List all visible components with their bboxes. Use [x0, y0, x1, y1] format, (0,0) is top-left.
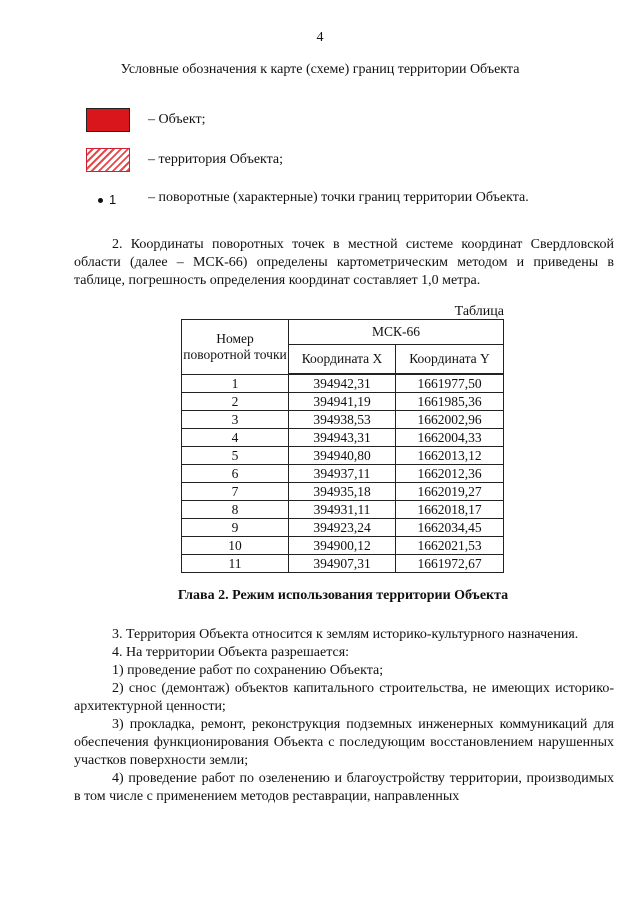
coord-y-cell: 1661977,50	[396, 374, 504, 393]
coord-x-cell: 394942,31	[289, 374, 396, 393]
table-row	[182, 519, 504, 537]
point-number-cell: 7	[182, 483, 289, 501]
paragraph-2: 2. Координаты поворотных точек в местной системе координат Свердловской области (далее – МСК-66) определены картометрическим методом и приведены в таблице, погрешность определения координат составляет 1,0 метра.	[74, 237, 614, 288]
legend-label: – территория Объекта;	[148, 152, 284, 167]
coord-x-cell: 394941,19	[289, 393, 396, 411]
table-row	[182, 537, 504, 555]
point-number-cell: 9	[182, 519, 289, 537]
point-number-cell: 6	[182, 465, 289, 483]
table-row	[182, 465, 504, 483]
legend-label: – Объект;	[148, 112, 206, 127]
point-number-cell: 4	[182, 429, 289, 447]
point-number-cell: 3	[182, 411, 289, 429]
table-row	[182, 447, 504, 465]
coord-y-cell: 1662013,12	[396, 447, 504, 465]
header-point-number: Номер поворотной точки	[182, 320, 289, 375]
header-x: Координата X	[289, 345, 396, 375]
table-row	[182, 555, 504, 573]
point-number-cell: 11	[182, 555, 289, 573]
coord-x-cell: 394900,12	[289, 537, 396, 555]
table-row	[182, 411, 504, 429]
coord-x-cell: 394907,31	[289, 555, 396, 573]
chapter-paragraph: 4) проведение работ по озеленению и благоустройству территории, производимых в том числе с применением методов реставрации, направленных	[74, 771, 614, 804]
marker-label: 1	[109, 192, 117, 207]
table-row	[182, 393, 504, 411]
coord-y-cell: 1662034,45	[396, 519, 504, 537]
chapter-paragraph: 1) проведение работ по сохранению Объекта;	[112, 663, 384, 678]
chapter-text	[74, 626, 614, 806]
coord-y-cell: 1661985,36	[396, 393, 504, 411]
coordinates-table	[181, 319, 504, 573]
legend-label: – поворотные (характерные) точки границ территории Объекта.	[148, 190, 529, 205]
coord-x-cell: 394935,18	[289, 483, 396, 501]
table-caption: Таблица	[454, 304, 504, 319]
header-y: Координата Y	[396, 345, 504, 375]
coord-y-cell: 1662002,96	[396, 411, 504, 429]
table-row	[182, 483, 504, 501]
coord-x-cell: 394940,80	[289, 447, 396, 465]
coord-x-cell: 394937,11	[289, 465, 396, 483]
coord-x-cell: 394923,24	[289, 519, 396, 537]
coord-y-cell: 1662021,53	[396, 537, 504, 555]
point-number-cell: 10	[182, 537, 289, 555]
chapter-paragraph: 2) снос (демонтаж) объектов капитального строительства, не имеющих историко-архитектурной ценности;	[74, 681, 614, 714]
hatched-square-icon	[86, 148, 130, 172]
coord-y-cell: 1662012,36	[396, 465, 504, 483]
dot-marker-icon	[98, 192, 116, 207]
legend-title: Условные обозначения к карте (схеме) границ территории Объекта	[120, 62, 520, 77]
table-row	[182, 374, 504, 393]
coord-y-cell: 1662019,27	[396, 483, 504, 501]
red-filled-square-icon	[86, 108, 130, 132]
coord-x-cell: 394943,31	[289, 429, 396, 447]
table-row	[182, 429, 504, 447]
coord-x-cell: 394938,53	[289, 411, 396, 429]
table-row	[182, 501, 504, 519]
chapter-paragraph: 4. На территории Объекта разрешается:	[112, 645, 350, 660]
chapter-paragraph: 3) прокладка, ремонт, реконструкция подземных инженерных коммуникаций для обеспечения функционирования Объекта с последующим восстановлением нарушенных участков поверхности земли;	[74, 717, 614, 768]
chapter-title: Глава 2. Режим использования территории Объекта	[177, 588, 509, 603]
coord-y-cell: 1662004,33	[396, 429, 504, 447]
page-number: 4	[316, 30, 324, 45]
point-number-cell: 2	[182, 393, 289, 411]
coord-y-cell: 1662018,17	[396, 501, 504, 519]
chapter-paragraph: 3. Территория Объекта относится к землям историко-культурного назначения.	[112, 627, 579, 642]
table-body	[182, 374, 504, 573]
header-system: МСК-66	[289, 320, 504, 345]
point-number-cell: 5	[182, 447, 289, 465]
coord-y-cell: 1661972,67	[396, 555, 504, 573]
coord-x-cell: 394931,11	[289, 501, 396, 519]
point-number-cell: 8	[182, 501, 289, 519]
point-number-cell: 1	[182, 374, 289, 393]
